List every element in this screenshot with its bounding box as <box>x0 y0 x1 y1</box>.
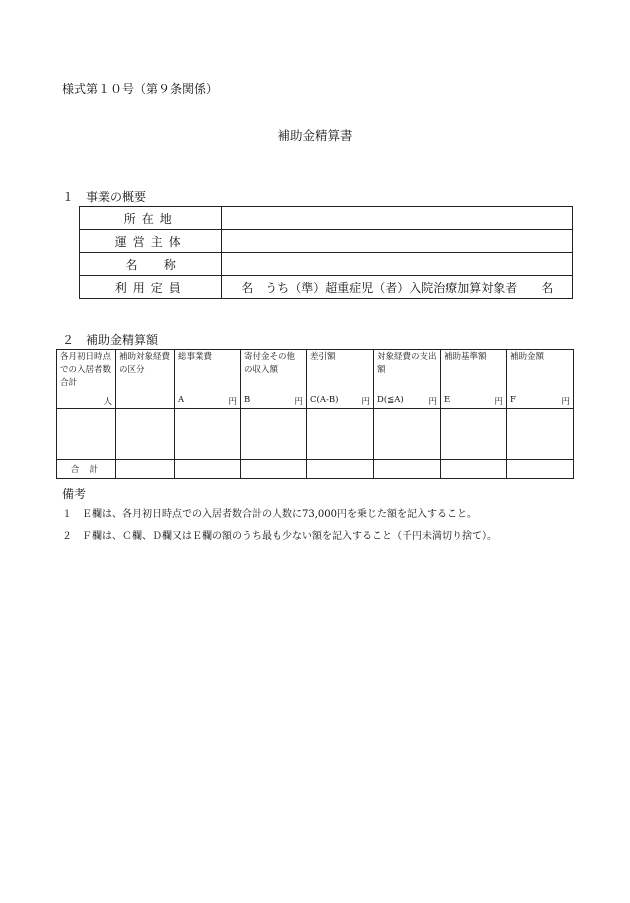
header-expense-category <box>116 350 175 409</box>
header-unit-row <box>510 395 570 407</box>
header-unit: 円 <box>228 397 237 407</box>
entry-cell[interactable] <box>241 409 307 460</box>
header-label: 各月初日時点での入居者数合計 <box>60 352 112 388</box>
header-unit: 円 <box>494 397 503 407</box>
header-total-cost <box>175 350 241 409</box>
header-unit-row <box>310 395 370 407</box>
overview-value-location[interactable] <box>222 207 573 230</box>
header-unit: 円 <box>561 397 570 407</box>
section2-heading <box>62 331 158 348</box>
header-marker: A <box>178 395 185 405</box>
section1-title: 事業の概要 <box>86 190 147 204</box>
total-cell[interactable] <box>307 460 374 479</box>
total-cell[interactable] <box>374 460 441 479</box>
subsidy-settlement-table <box>56 349 574 479</box>
header-label: 補助基準額 <box>444 352 487 362</box>
table-entry-row <box>57 409 574 460</box>
section1-number: １ <box>62 190 75 204</box>
total-label: 合計 <box>57 460 116 479</box>
overview-label-name: 名称 <box>80 253 222 276</box>
header-label: 総事業費 <box>178 352 213 362</box>
header-label: 対象経費の支出額 <box>377 352 437 375</box>
header-eligible-expenditure <box>374 350 441 409</box>
section2-title: 補助金精算額 <box>86 333 159 347</box>
overview-value-capacity[interactable]: 名 うち（準）超重症児（者）入院治療加算対象者 名 <box>222 276 573 299</box>
entry-cell[interactable] <box>441 409 507 460</box>
header-unit-row <box>444 395 503 407</box>
overview-label-operator: 運営主体 <box>80 230 222 253</box>
header-unit-row <box>244 395 303 407</box>
header-label: 差引額 <box>310 352 336 362</box>
overview-row-operator <box>80 230 573 253</box>
document-title: 補助金精算書 <box>277 128 353 143</box>
header-marker: F <box>510 395 516 405</box>
remark-item <box>62 505 477 520</box>
entry-cell[interactable] <box>374 409 441 460</box>
entry-cell[interactable] <box>307 409 374 460</box>
overview-row-location <box>80 207 573 230</box>
section1-heading <box>62 188 146 205</box>
remark-number: ２ <box>62 531 72 542</box>
overview-value-name[interactable] <box>222 253 573 276</box>
remarks-title: 備考 <box>62 487 87 501</box>
business-overview-table <box>79 206 573 299</box>
header-standard-amount <box>441 350 507 409</box>
header-unit: 円 <box>294 397 303 407</box>
overview-label-capacity: 利用定員 <box>80 276 222 299</box>
overview-row-capacity <box>80 276 573 299</box>
header-net-amount <box>307 350 374 409</box>
total-cell[interactable] <box>441 460 507 479</box>
remark-number: １ <box>62 509 72 520</box>
remark-item <box>62 527 497 542</box>
header-unit: 人 <box>103 397 112 407</box>
total-cell[interactable] <box>175 460 241 479</box>
entry-cell[interactable] <box>175 409 241 460</box>
header-label: 寄付金その他の収入額 <box>244 352 296 375</box>
header-donations <box>241 350 307 409</box>
header-marker: B <box>244 395 251 405</box>
entry-cell[interactable] <box>116 409 175 460</box>
header-label: 補助対象経費の区分 <box>119 352 171 375</box>
header-marker: C(A-B) <box>310 395 339 405</box>
header-subsidy-amount <box>507 350 574 409</box>
header-unit-row <box>377 395 437 407</box>
table-header-row <box>57 350 574 409</box>
entry-cell[interactable] <box>507 409 574 460</box>
header-residents <box>57 350 116 409</box>
overview-value-operator[interactable] <box>222 230 573 253</box>
remark-text: Ｆ欄は、Ｃ欄、Ｄ欄又はＥ欄の額のうち最も少ない額を記入すること（千円未満切り捨て）。 <box>82 531 497 542</box>
total-cell[interactable] <box>241 460 307 479</box>
table-total-row <box>57 460 574 479</box>
overview-row-name <box>80 253 573 276</box>
form-number: 様式第１０号（第９条関係） <box>62 82 219 96</box>
header-marker: E <box>444 395 451 405</box>
remark-text: Ｅ欄は、各月初日時点での入居者数合計の人数に73,000円を乗じた額を記入すること。 <box>82 509 477 520</box>
header-unit: 円 <box>361 397 370 407</box>
header-unit: 円 <box>428 397 437 407</box>
overview-label-location: 所在地 <box>80 207 222 230</box>
header-unit-row <box>60 395 112 407</box>
header-unit-row <box>178 395 237 407</box>
header-label: 補助金額 <box>510 352 545 362</box>
header-marker: D(≦A) <box>377 395 404 405</box>
section2-number: ２ <box>62 333 75 347</box>
total-cell[interactable] <box>116 460 175 479</box>
total-cell[interactable] <box>507 460 574 479</box>
entry-cell[interactable] <box>57 409 116 460</box>
